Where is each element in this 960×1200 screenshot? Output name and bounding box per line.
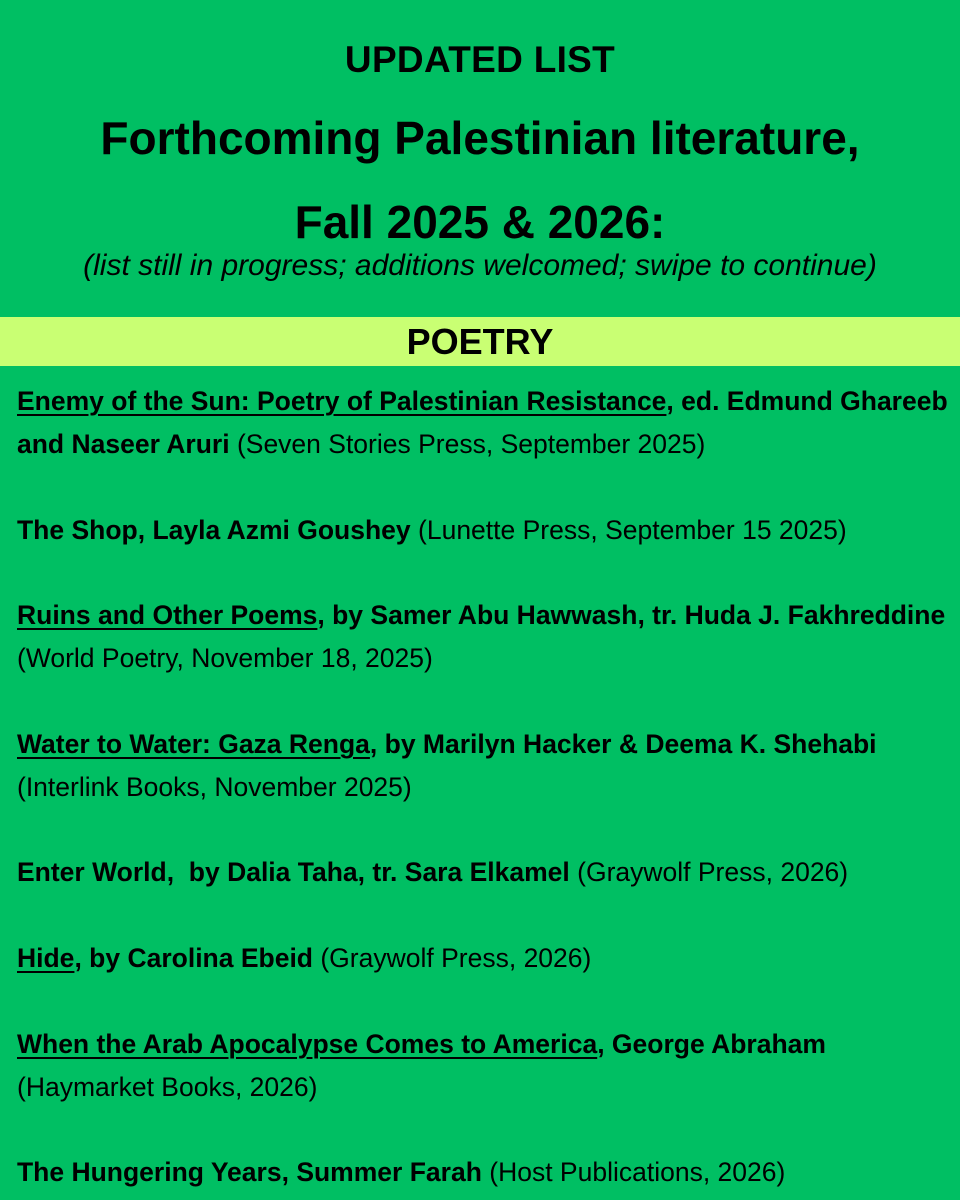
book-title: The Hungering Years <box>17 1157 282 1187</box>
book-credit: , by Samer Abu Hawwash, tr. Huda J. Fakhreddine <box>317 600 946 630</box>
section-heading-poetry: POETRY <box>0 317 960 366</box>
book-credit: , by Dalia Taha, tr. Sara Elkamel <box>166 857 570 887</box>
book-credit: , Summer Farah <box>281 1157 482 1187</box>
list-item <box>17 723 952 809</box>
page-subtitle: (list still in progress; additions welcomed; swipe to continue) <box>83 249 877 282</box>
list-item <box>17 937 952 980</box>
updated-list-label: UPDATED LIST <box>344 39 616 80</box>
book-publication: (Graywolf Press, 2026) <box>569 857 849 887</box>
list-item <box>17 1023 952 1109</box>
book-publication: (Interlink Books, November 2025) <box>17 772 412 802</box>
book-publication: (Lunette Press, September 15 2025) <box>410 515 847 545</box>
book-publication: (Seven Stories Press, September 2025) <box>229 429 706 459</box>
list-item <box>17 1151 952 1194</box>
book-title: Water to Water: Gaza Renga <box>17 729 370 759</box>
list-item <box>17 380 952 466</box>
list-item <box>17 594 952 680</box>
book-publication: (Haymarket Books, 2026) <box>17 1072 318 1102</box>
page-title <box>20 96 940 264</box>
book-title: When the Arab Apocalypse Comes to America <box>17 1029 598 1059</box>
book-title: Ruins and Other Poems <box>17 600 318 630</box>
book-publication: (Host Publications, 2026) <box>481 1157 786 1187</box>
book-publication: (Graywolf Press, 2026) <box>313 943 592 973</box>
book-credit: , Layla Azmi Goushey <box>137 515 411 545</box>
book-title: The Shop <box>17 515 138 545</box>
page-title-line-1: Forthcoming Palestinian literature, <box>100 112 860 164</box>
book-credit: , ed. Edmund Ghareeb and Naseer Aruri <box>17 386 948 459</box>
book-publication: (World Poetry, November 18, 2025) <box>17 643 433 673</box>
book-title: Enter World <box>17 857 167 887</box>
book-credit: , George Abraham <box>597 1029 826 1059</box>
page-title-line-2: Fall 2025 & 2026: <box>294 196 666 248</box>
book-title: Enemy of the Sun: Poetry of Palestinian Resistance <box>17 386 667 416</box>
list-item <box>17 851 952 894</box>
book-credit: , by Carolina Ebeid <box>74 943 313 973</box>
list-item <box>17 509 952 552</box>
book-title: Hide <box>17 943 75 973</box>
book-credit: , by Marilyn Hacker & Deema K. Shehabi <box>369 729 877 759</box>
